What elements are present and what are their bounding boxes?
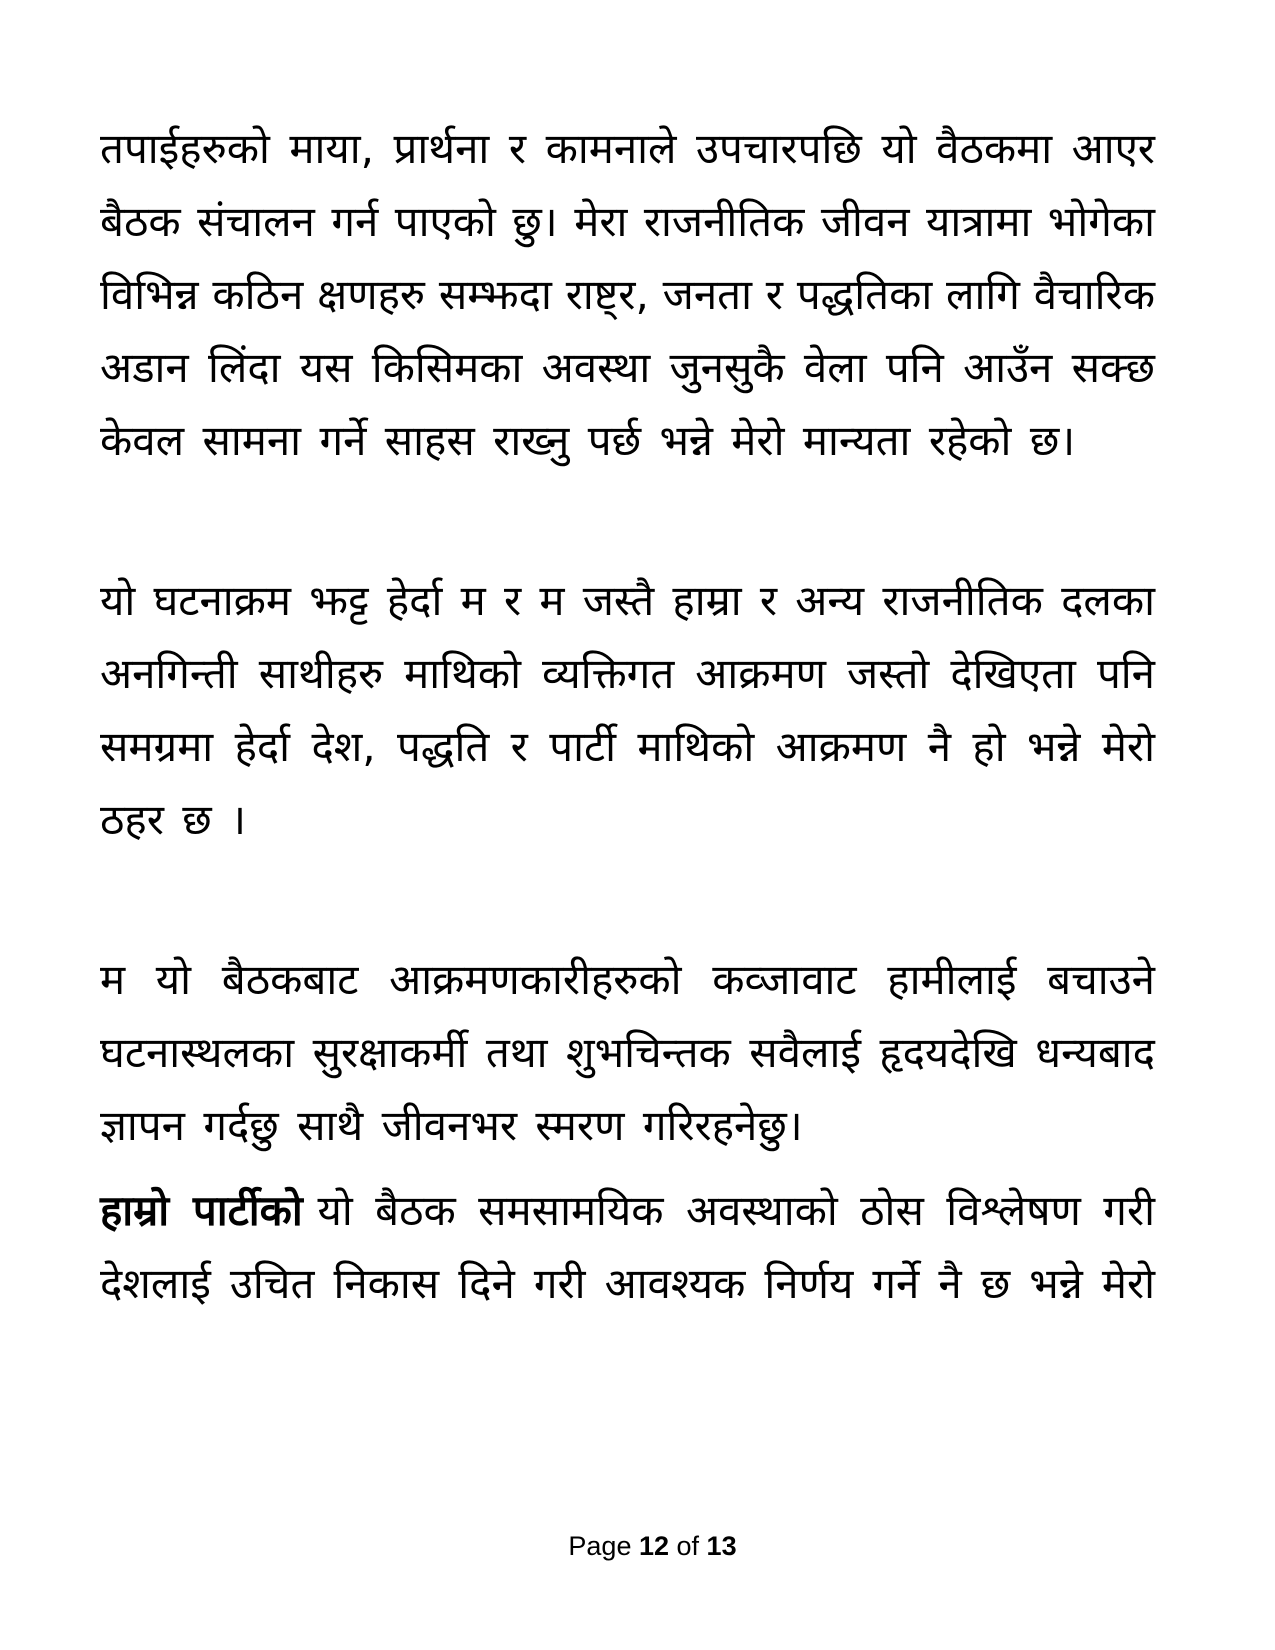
text-line: विभिन्न कठिन क्षणहरु सम्झदा राष्ट्र, जनता र पद्धतिका लागि वैचारिक [100, 270, 1155, 319]
footer-total-pages: 13 [706, 1531, 737, 1561]
footer-page-number: 12 [638, 1531, 670, 1561]
text-line: बैठक संचालन गर्न पाएको छु। मेरा राजनीतिक जीवन यात्रामा भोगेका [100, 197, 1155, 246]
paragraph-1 [100, 112, 1155, 477]
footer-label-of: of [669, 1531, 707, 1561]
paragraph-2 [100, 564, 1155, 856]
text-line: समग्रमा हेर्दा देश, पद्धति र पार्टी माथिको आक्रमण नै हो भन्ने मेरो [100, 722, 1155, 771]
text-line: यो घटनाक्रम झट्ट हेर्दा म र म जस्तै हाम्रा र अन्य राजनीतिक दलका [100, 576, 1155, 625]
paragraph-3 [100, 943, 1155, 1162]
text-line: देशलाई उचित निकास दिने गरी आवश्यक निर्णय गर्ने नै छ भन्ने मेरो [100, 1259, 1155, 1308]
text-line: ठहर छ । [100, 795, 247, 844]
text-line: म यो बैठकबाट आक्रमणकारीहरुको कव्जावाट हामीलाई बचाउने [100, 955, 1155, 1004]
text-line: अनगिन्ती साथीहरु माथिको व्यक्तिगत आक्रमण जस्तो देखिएता पनि [100, 649, 1155, 698]
text-line [100, 1174, 1155, 1247]
text-line: घटनास्थलका सुरक्षाकर्मी तथा शुभचिन्तक सवैलाई हृदयदेखि धन्यबाद [100, 1028, 1155, 1077]
text-line: अडान लिंदा यस किसिमका अवस्था जुनसुकै वेला पनि आउँन सक्छ [100, 343, 1155, 392]
text-line: केवल सामना गर्ने साहस राख्नु पर्छ भन्ने मेरो मान्यता रहेको छ। [100, 416, 1076, 465]
page-footer [0, 1495, 1275, 1597]
text-run: यो बैठक समसामयिक अवस्थाको ठोस विश्लेषण गरी [317, 1186, 1156, 1235]
text-line: तपाईहरुको माया, प्रार्थना र कामनाले उपचारपछि यो वैठकमा आएर [100, 124, 1155, 173]
text-line: ज्ञापन गर्दछु साथै जीवनभर स्मरण गरिरहनेछु। [100, 1101, 803, 1150]
bold-run: हाम्रो पार्टीको [100, 1186, 303, 1235]
paragraph-4 [100, 1174, 1155, 1320]
document-body [100, 112, 1155, 1320]
footer-label-page: Page [568, 1531, 639, 1561]
